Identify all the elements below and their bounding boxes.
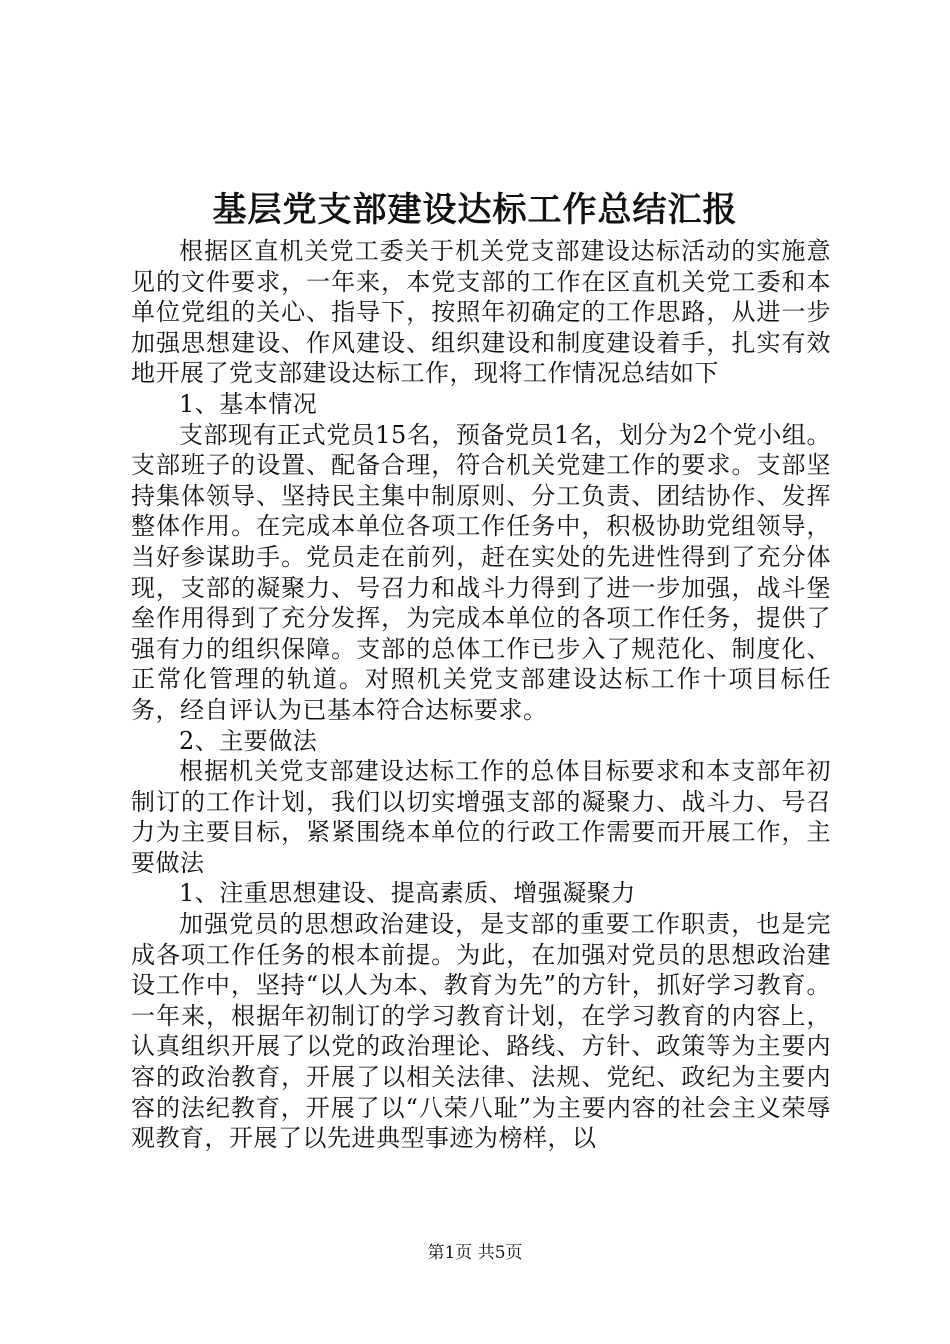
page-footer: 第1页 共5页 xyxy=(427,1243,523,1263)
paragraph-basic-situation: 支部现有正式党员15名，预备党员1名，划分为2个党小组。支部班子的设置、配备合理，符合机关党建工作的要求。支部坚持集体领导、坚持民主集中制原则、分工负责、团结协作、发挥整体作用。在完成本单位各项工作任务中，积极协助党组领导，当好参谋助手。党员走在前列，赶在实处的先进性得到了充分体现，支部的凝聚力、号召力和战斗力得到了进一步加强，战斗堡垒作用得到了充分发挥，为完成本单位的各项工作任务，提供了强有力的组织保障。支部的总体工作已步入了规范化、制度化、正常化管理的轨道。对照机关党支部建设达标工作十项目标任务，经自评认为已基本符合达标要求。 xyxy=(131,420,831,724)
paragraph-intro: 根据区直机关党工委关于机关党支部建设达标活动的实施意见的文件要求，一年来，本党支部的工作在区直机关党工委和本单位党组的关心、指导下，按照年初确定的工作思路，从进一步加强思想建设、作风建设、组织建设和制度建设着手，扎实有效地开展了党支部建设达标工作，现将工作情况总结如下 xyxy=(131,237,831,388)
section-heading-main-practices: 2、主要做法 xyxy=(179,726,318,755)
paragraph-main-practices: 根据机关党支部建设达标工作的总体目标要求和本支部年初制订的工作计划，我们以切实增强支部的凝聚力、战斗力、号召力为主要目标，紧紧围绕本单位的行政工作需要而开展工作，主要做法 xyxy=(131,757,831,877)
paragraph-ideology: 加强党员的思想政治建设，是支部的重要工作职责，也是完成各项工作任务的根本前提。为此，在加强对党员的思想政治建设工作中，坚持“以人为本、教育为先”的方针，抓好学习教育。一年来，根据年初制订的学习教育计划，在学习教育的内容上，认真组织开展了以党的政治理论、路线、方针、政策等为主要内容的政治教育，开展了以相关法律、法规、党纪、政纪为主要内容的法纪教育，开展了以“八荣八耻”为主要内容的社会主义荣辱观教育，开展了以先进典型事迹为榜样，以 xyxy=(131,910,831,1153)
section-heading-basic-situation: 1、基本情况 xyxy=(179,389,318,418)
document-body xyxy=(131,236,831,1154)
document-title: 基层党支部建设达标工作总结汇报 xyxy=(212,190,738,230)
subsection-heading-ideology: 1、注重思想建设、提高素质、增强凝聚力 xyxy=(179,879,636,908)
